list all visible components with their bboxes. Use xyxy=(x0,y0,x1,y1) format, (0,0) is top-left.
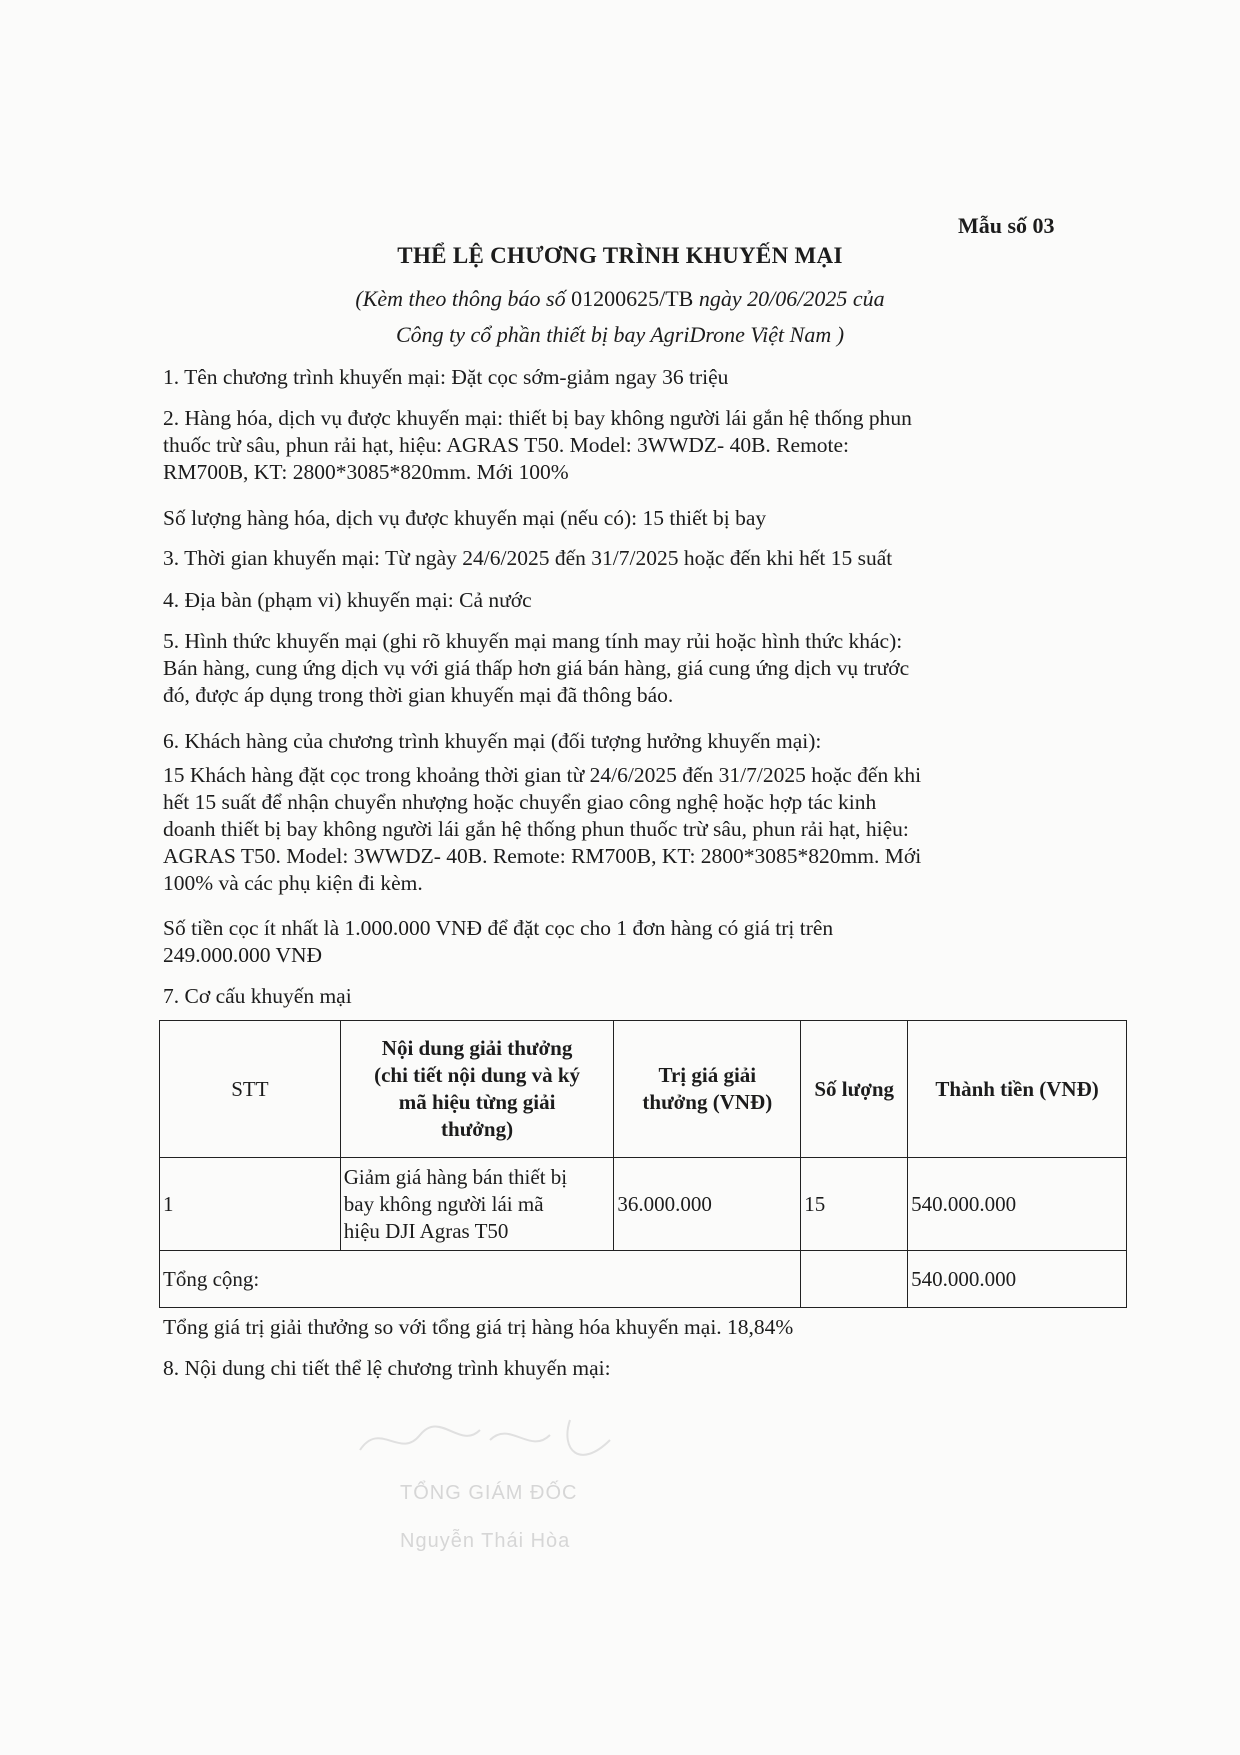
subtitle-prefix: (Kèm theo thông báo số xyxy=(355,286,566,311)
form-number: Mẫu số 03 xyxy=(958,213,1055,238)
cell-amount: 540.000.000 xyxy=(908,1158,1127,1251)
section-5 xyxy=(163,628,1063,709)
header-quantity: Số lượng xyxy=(801,1021,908,1158)
section-6-line: doanh thiết bị bay không người lái gắn hệ thống phun thuốc trừ sâu, phun rải hạt, hiệu: xyxy=(163,817,909,841)
cell-stt: 1 xyxy=(160,1158,341,1251)
header-prize-content-line: Nội dung giải thưởng xyxy=(381,1036,573,1060)
header-prize-value xyxy=(614,1021,801,1158)
prize-ratio-line: Tổng giá trị giải thưởng so với tổng giá trị hàng hóa khuyến mại. 18,84% xyxy=(163,1315,794,1339)
section-6-line: 100% và các phụ kiện đi kèm. xyxy=(163,871,423,895)
total-amount: 540.000.000 xyxy=(908,1251,1127,1308)
subtitle-suffix: ngày 20/06/2025 của xyxy=(698,286,885,311)
header-prize-content xyxy=(340,1021,614,1158)
header-prize-content-line: (chi tiết nội dung và ký xyxy=(374,1063,581,1087)
section-5-line: đó, được áp dụng trong thời gian khuyến mại đã thông báo. xyxy=(163,683,674,707)
section-5-line: 5. Hình thức khuyến mại (ghi rõ khuyến mại mang tính may rủi hoặc hình thức khác): xyxy=(163,629,903,653)
cell-prize-content-line: hiệu DJI Agras T50 xyxy=(343,1218,509,1243)
cell-prize-content-line: bay không người lái mã xyxy=(343,1191,544,1216)
subtitle-line-1 xyxy=(0,286,1240,312)
section-2-line: 2. Hàng hóa, dịch vụ được khuyến mại: thiết bị bay không người lái gắn hệ thống phun xyxy=(163,406,912,430)
total-quantity-empty xyxy=(801,1251,908,1308)
subtitle-line-2: Công ty cổ phần thiết bị bay AgriDrone Việt Nam ) xyxy=(395,322,845,347)
table-row xyxy=(160,1158,1127,1251)
cell-quantity: 15 xyxy=(801,1158,908,1251)
total-label: Tổng cộng: xyxy=(160,1251,801,1308)
table-header-row xyxy=(160,1021,1127,1158)
header-prize-value-line: Trị giá giải xyxy=(658,1063,757,1087)
section-6-line: hết 15 suất để nhận chuyển nhượng hoặc chuyển giao công nghệ hoặc hợp tác kinh xyxy=(163,790,877,814)
section-6-line: 15 Khách hàng đặt cọc trong khoảng thời gian từ 24/6/2025 đến 31/7/2025 hoặc đến khi xyxy=(163,763,922,787)
header-prize-content-line: mã hiệu từng giải xyxy=(398,1090,556,1114)
quantity-line: Số lượng hàng hóa, dịch vụ được khuyến mại (nếu có): 15 thiết bị bay xyxy=(163,506,767,530)
faint-signatory-title: TỔNG GIÁM ĐỐC xyxy=(400,1482,578,1504)
cell-prize-content xyxy=(340,1158,614,1251)
document-title: THỂ LỆ CHƯƠNG TRÌNH KHUYẾN MẠI xyxy=(397,243,843,268)
faint-signature-area xyxy=(200,1400,700,1590)
header-prize-value-line: thưởng (VNĐ) xyxy=(642,1090,773,1114)
promotion-structure-table xyxy=(159,1020,1127,1308)
section-1: 1. Tên chương trình khuyến mại: Đặt cọc sớm-giảm ngay 36 triệu xyxy=(163,365,729,389)
handwritten-signature xyxy=(340,1400,840,1480)
section-5-line: Bán hàng, cung ứng dịch vụ với giá thấp hơn giá bán hàng, giá cung ứng dịch vụ trước xyxy=(163,656,910,680)
section-7: 7. Cơ cấu khuyến mại xyxy=(163,984,352,1008)
header-prize-content-line: thưởng) xyxy=(441,1117,514,1141)
header-amount: Thành tiền (VNĐ) xyxy=(908,1021,1127,1158)
section-6-line: AGRAS T50. Model: 3WWDZ- 40B. Remote: RM700B, KT: 2800*3085*820mm. Mới xyxy=(163,844,922,868)
section-2-line: RM700B, KT: 2800*3085*820mm. Mới 100% xyxy=(163,460,569,484)
section-6-body xyxy=(163,762,1063,897)
deposit-line: 249.000.000 VNĐ xyxy=(163,943,323,967)
cell-prize-value: 36.000.000 xyxy=(614,1158,801,1251)
section-2 xyxy=(163,405,1063,486)
section-3: 3. Thời gian khuyến mại: Từ ngày 24/6/2025 đến 31/7/2025 hoặc đến khi hết 15 suất xyxy=(163,546,893,570)
notice-number: 01200625/TB xyxy=(571,286,694,311)
section-6-title: 6. Khách hàng của chương trình khuyến mại (đối tượng hưởng khuyến mại): xyxy=(163,729,822,753)
section-2-line: thuốc trừ sâu, phun rải hạt, hiệu: AGRAS T50. Model: 3WWDZ- 40B. Remote: xyxy=(163,433,850,457)
table-total-row xyxy=(160,1251,1127,1308)
cell-prize-content-line: Giảm giá hàng bán thiết bị xyxy=(343,1164,568,1189)
section-8: 8. Nội dung chi tiết thể lệ chương trình khuyến mại: xyxy=(163,1356,611,1380)
deposit-note xyxy=(163,915,1063,969)
deposit-line: Số tiền cọc ít nhất là 1.000.000 VNĐ để đặt cọc cho 1 đơn hàng có giá trị trên xyxy=(163,916,834,940)
faint-signatory-name: Nguyễn Thái Hòa xyxy=(400,1530,571,1552)
section-4: 4. Địa bàn (phạm vi) khuyến mại: Cả nước xyxy=(163,588,532,612)
header-stt: STT xyxy=(160,1021,341,1158)
